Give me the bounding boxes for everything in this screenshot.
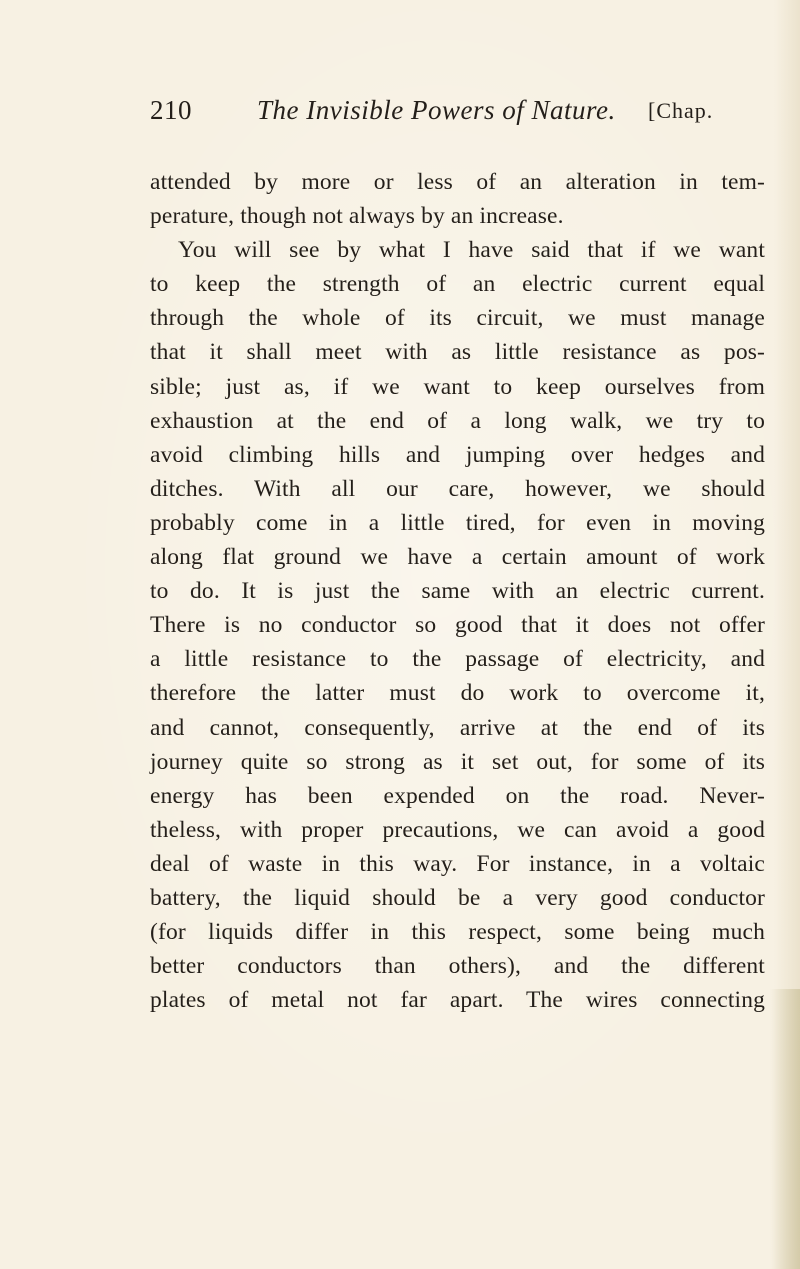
text-line: journey quite so strong as it set out, for some of its — [150, 748, 765, 775]
text-line: attended by more or less of an alteration in tem- — [150, 169, 765, 195]
text-line: perature, though not always by an increase. — [150, 203, 564, 230]
page-corner-shadow — [770, 989, 800, 1269]
page-number: 210 — [150, 95, 192, 125]
body-text — [150, 165, 765, 1017]
text-line: exhaustion at the end of a long walk, we try to — [150, 407, 765, 434]
text-line: There is no conductor so good that it does not offer — [150, 612, 765, 639]
text-line: battery, the liquid should be a very good conductor — [150, 884, 765, 911]
text-line: to do. It is just the same with an electric current. — [150, 578, 765, 605]
text-line: therefore the latter must do work to overcome it, — [150, 680, 765, 707]
text-line: plates of metal not far apart. The wires connecting — [150, 987, 765, 1014]
running-header — [150, 90, 770, 130]
text-line: avoid climbing hills and jumping over hedges and — [150, 441, 765, 468]
text-line: probably come in a little tired, for even in moving — [150, 509, 765, 536]
text-line: through the whole of its circuit, we must manage — [150, 305, 765, 332]
running-title: The Invisible Powers of Nature. — [257, 95, 616, 125]
text-line: energy has been expended on the road. Never- — [150, 782, 765, 809]
text-line: to keep the strength of an electric current equal — [150, 271, 765, 298]
text-line: a little resistance to the passage of electricity, and — [150, 646, 765, 673]
text-line: theless, with proper precautions, we can avoid a good — [150, 816, 765, 843]
text-line: sible; just as, if we want to keep ourselves from — [150, 373, 765, 400]
text-line: (for liquids differ in this respect, some being much — [150, 919, 765, 946]
text-line: better conductors than others), and the different — [150, 953, 765, 980]
text-line: deal of waste in this way. For instance, in a voltaic — [150, 850, 765, 877]
text-line: You will see by what I have said that if we want — [178, 237, 765, 264]
text-line: that it shall meet with as little resistance as pos- — [150, 339, 765, 366]
text-line: along flat ground we have a certain amount of work — [150, 544, 765, 571]
chapter-mark: [Chap. — [648, 98, 714, 123]
text-line: ditches. With all our care, however, we should — [150, 475, 765, 502]
text-line: and cannot, consequently, arrive at the end of its — [150, 714, 765, 741]
